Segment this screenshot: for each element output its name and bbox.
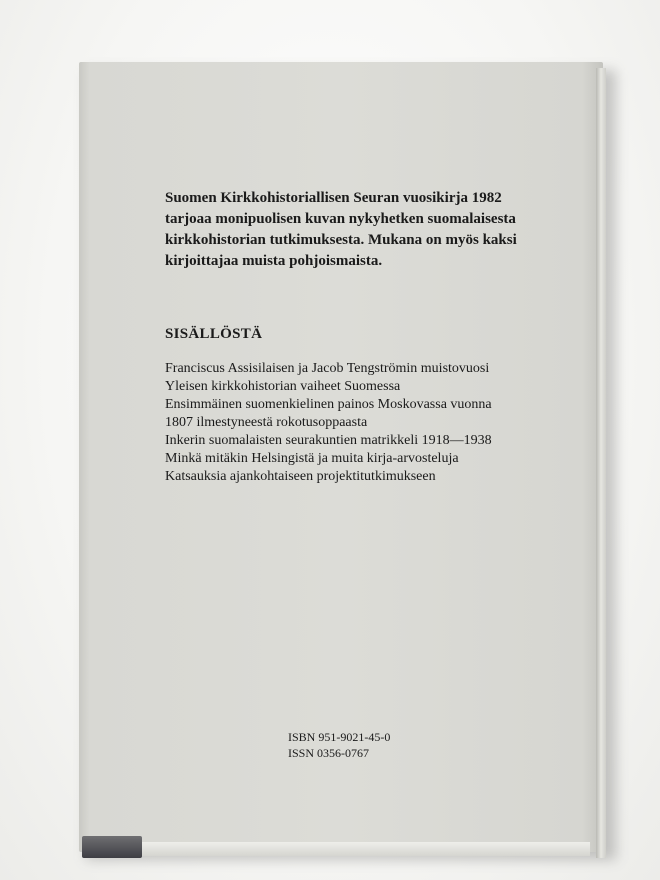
book-spine-edge — [596, 68, 606, 858]
intro-line: Suomen Kirkkohistoriallisen Seuran vuosikirja 1982 — [165, 190, 502, 206]
identifier-block — [288, 729, 390, 761]
intro-paragraph — [165, 188, 545, 272]
contents-item: Katsauksia ajankohtaiseen projektitutkimukseen — [165, 469, 436, 484]
contents-item: Franciscus Assisilaisen ja Jacob Tengströmin muistovuosi — [165, 361, 490, 376]
contents-item: Yleisen kirkkohistorian vaiheet Suomessa — [165, 379, 401, 394]
contents-list — [165, 360, 555, 486]
contents-item: Ensimmäinen suomenkielinen painos Moskovassa vuonna — [165, 397, 492, 412]
contents-item: Inkerin suomalaisten seurakuntien matrikkeli 1918—1938 — [165, 433, 492, 448]
isbn-number: ISBN 951-9021-45-0 — [288, 730, 391, 744]
book-bottom-corner — [82, 836, 142, 858]
contents-item: 1807 ilmestyneestä rokotusoppaasta — [165, 415, 368, 430]
intro-line: kirjoittajaa muista pohjoismaista. — [165, 253, 383, 269]
contents-heading: SISÄLLÖSTÄ — [165, 326, 263, 342]
intro-line: tarjoaa monipuolisen kuvan nykyhetken suomalaisesta — [165, 211, 516, 227]
issn-number: ISSN 0356-0767 — [288, 746, 370, 760]
book-page-edges — [90, 842, 590, 856]
intro-line: kirkkohistorian tutkimuksesta. Mukana on myös kaksi — [165, 232, 517, 248]
contents-item: Minkä mitäkin Helsingistä ja muita kirja-arvosteluja — [165, 451, 459, 466]
